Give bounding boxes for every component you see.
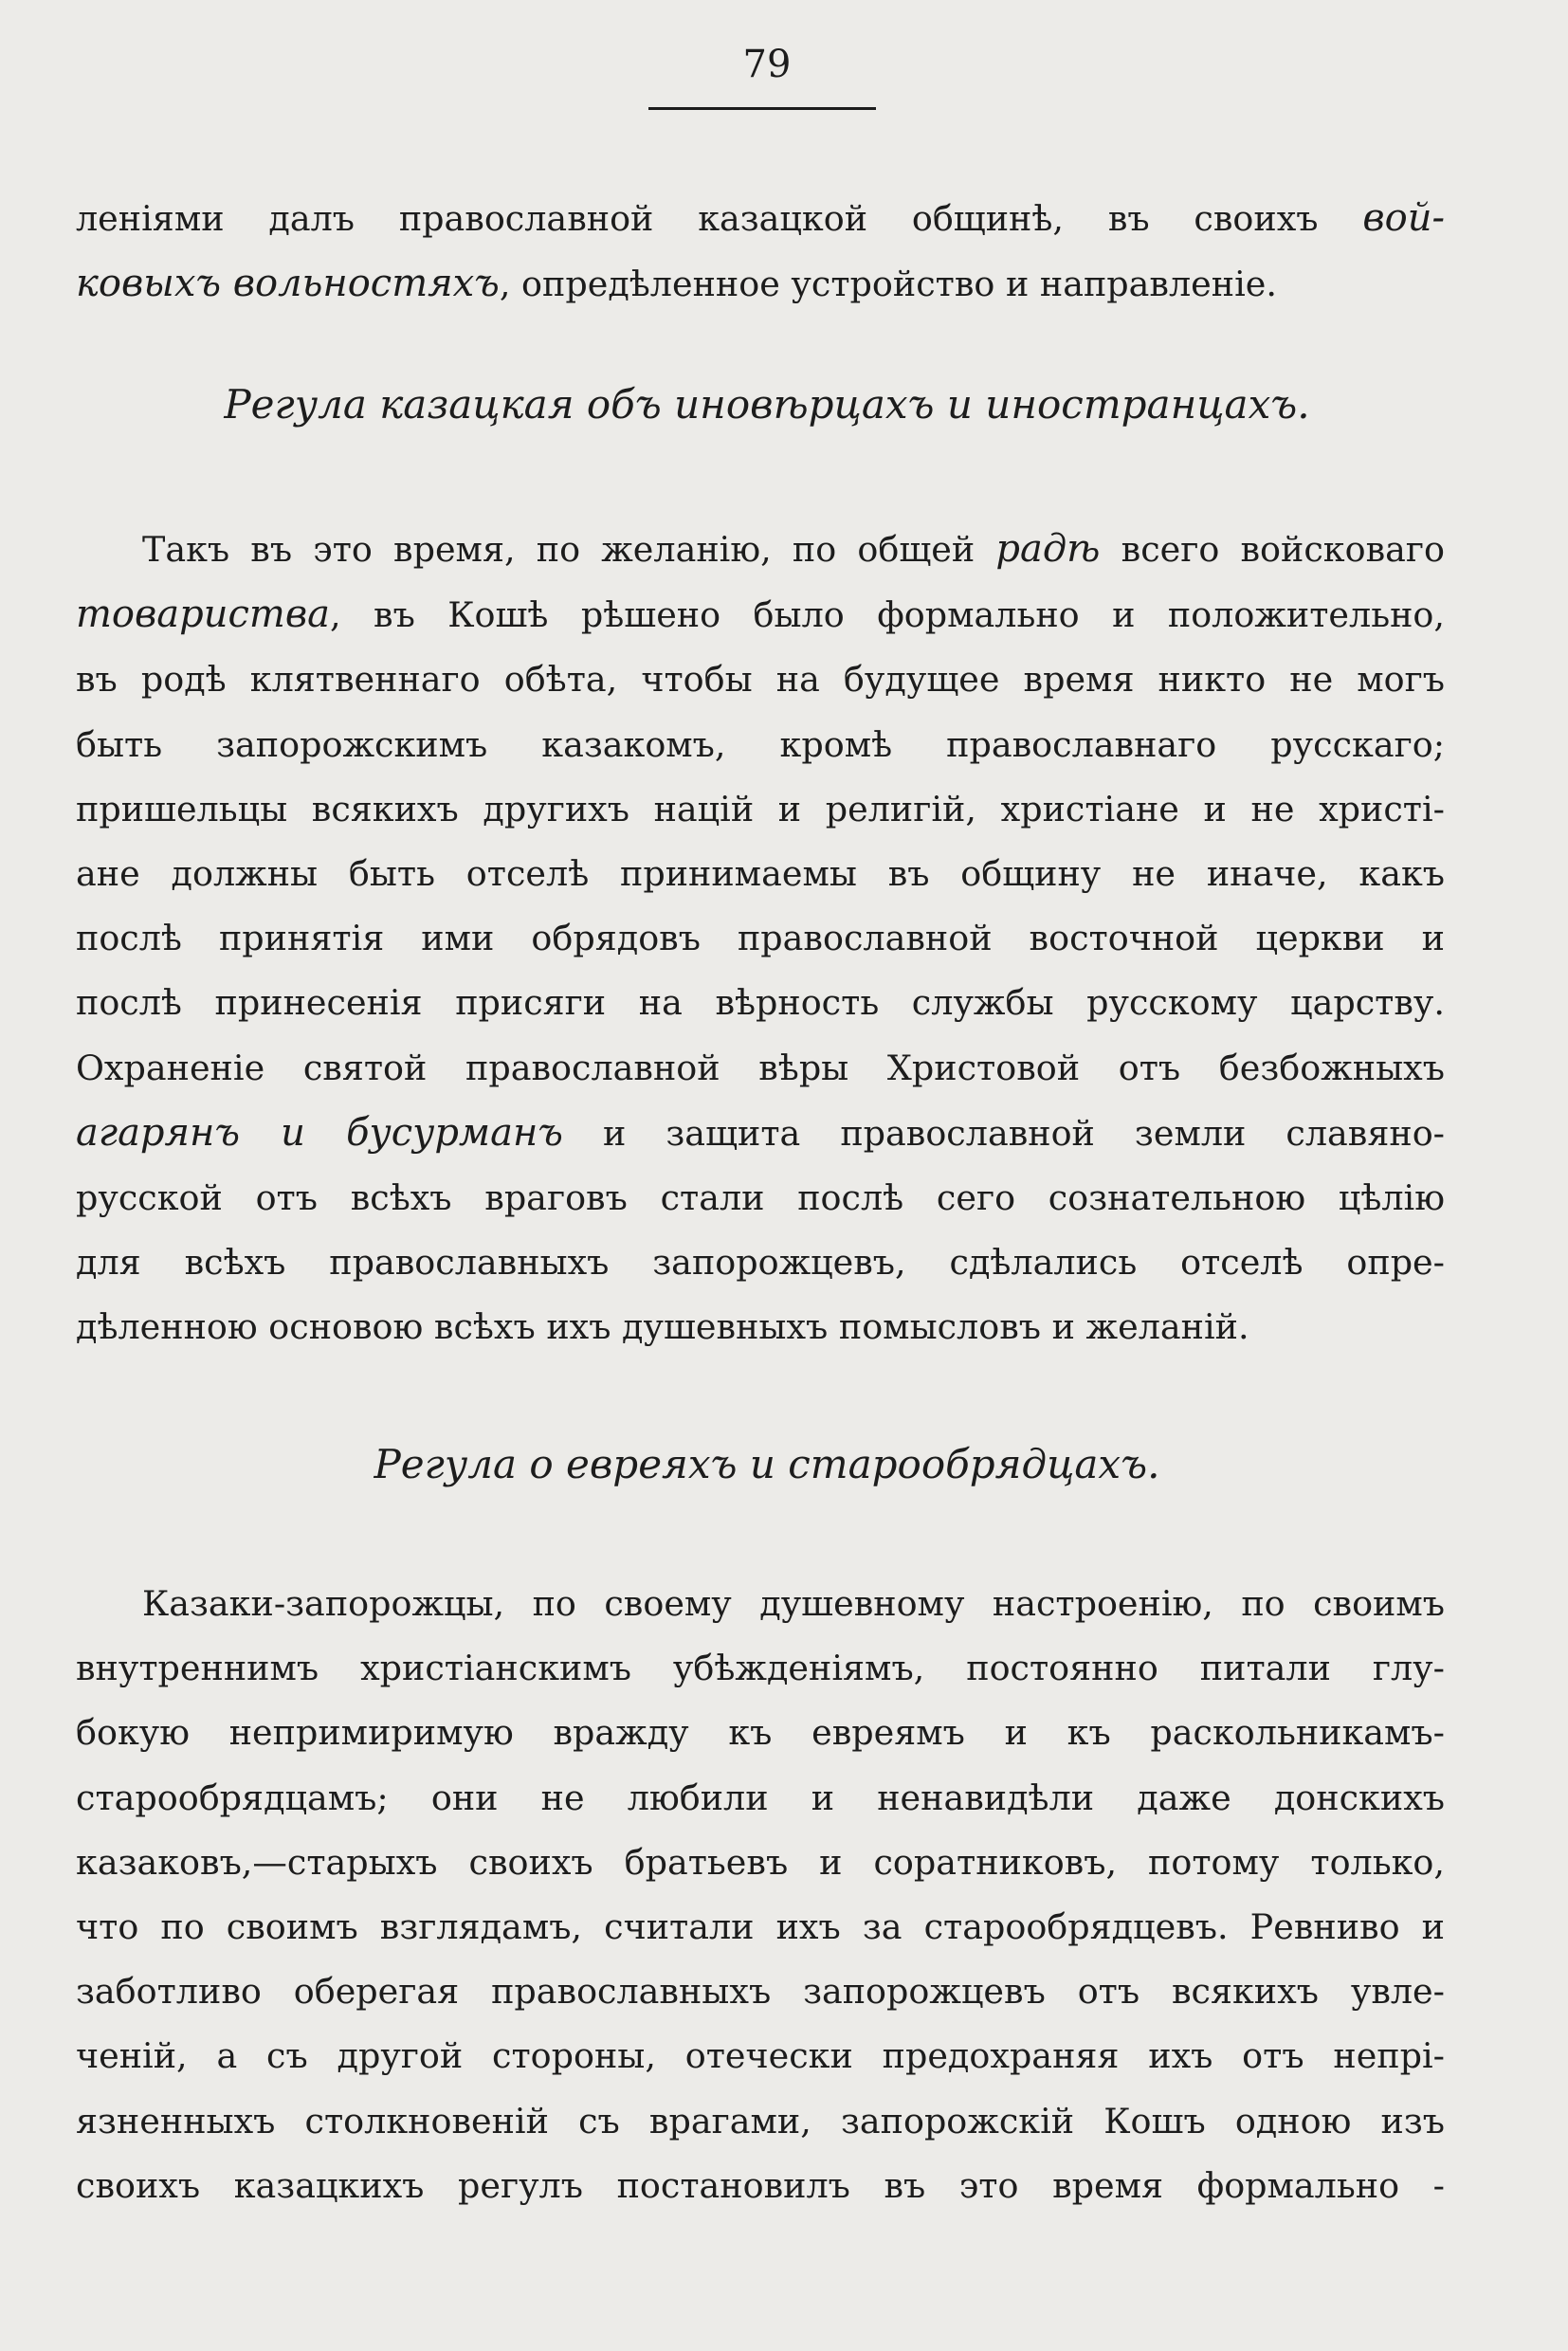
text-line: быть запорожскимъ казакомъ, кромѣ православнаго русскаго; — [76, 723, 1445, 765]
paragraph-3 — [76, 1572, 1445, 2218]
text-line — [76, 1101, 1445, 1166]
section-heading-1: Регула казацкая объ иновѣрцахъ и иностранцахъ. — [224, 381, 1310, 428]
text-line: послѣ принятія ими обрядовъ православной восточной церкви и — [76, 918, 1445, 959]
text-line: своихъ казацкихъ регулъ постановилъ въ это время формально - — [76, 2164, 1445, 2206]
page-number: 79 — [742, 43, 792, 86]
text-line: русской отъ всѣхъ враговъ стали послѣ сего сознательною цѣлію — [76, 1177, 1445, 1219]
emphasis-text: ковыхъ вольностяхъ — [76, 262, 500, 306]
text-run: , опредѣленное устройство и направленіе. — [499, 264, 1277, 305]
text-line: Охраненіе святой православной вѣры Христовой отъ безбожныхъ — [76, 1047, 1445, 1088]
text-line: дѣленною основою всѣхъ ихъ душевныхъ помысловъ и желаній. — [76, 1306, 1249, 1348]
text-line: ченій, а съ другой стороны, отечески предохраняя ихъ отъ непрі- — [76, 2035, 1445, 2077]
text-run: всего войсковаго — [1121, 529, 1445, 570]
text-line: ане должны быть отселѣ принимаемы въ общину не иначе, какъ — [76, 853, 1445, 895]
text-line: казаковъ,—старыхъ своихъ братьевъ и соратниковъ, потому только, — [76, 1841, 1445, 1883]
text-line: язненныхъ столкновеній съ врагами, запорожскій Кошъ одною изъ — [76, 2100, 1445, 2141]
text-line — [76, 186, 1445, 251]
text-line — [76, 251, 1445, 317]
text-line: послѣ принесенія присяги на вѣрность службы русскому царству. — [76, 982, 1445, 1024]
text-line — [76, 517, 1445, 582]
emphasis-text: агарянъ и бусурманъ — [76, 1110, 563, 1155]
text-line: бокую непримиримую вражду къ евреямъ и къ раскольникамъ- — [76, 1712, 1445, 1754]
page-number-rule — [648, 107, 876, 110]
text-line: въ родѣ клятвеннаго обѣта, чтобы на будущее время никто не могъ — [76, 659, 1445, 701]
paragraph-1 — [76, 186, 1445, 317]
section-heading-2: Регула о евреяхъ и старообрядцахъ. — [374, 1441, 1160, 1487]
text-line: пришельцы всякихъ другихъ націй и религій, христіане и не христі- — [76, 788, 1445, 829]
text-line: Казаки-запорожцы, по своему душевному настроенію, по своимъ — [142, 1583, 1445, 1624]
text-line: для всѣхъ православныхъ запорожцевъ, сдѣлались отселѣ опре- — [76, 1242, 1445, 1284]
text-line: внутреннимъ христіанскимъ убѣжденіямъ, постоянно питали глу- — [76, 1648, 1445, 1689]
emphasis-text: вой- — [1362, 196, 1445, 240]
text-line — [76, 582, 1445, 647]
text-run: Такъ въ это время, по желанію, по общей — [142, 529, 975, 570]
emphasis-text: радѣ — [995, 527, 1101, 571]
paragraph-2 — [76, 517, 1445, 1360]
text-line: заботливо оберегая православныхъ запорожцевъ отъ всякихъ увле- — [76, 1971, 1445, 2013]
text-run: леніями далъ православной казацкой общинѣ, въ своихъ — [76, 198, 1319, 239]
text-run: и защита православной земли славяно- — [603, 1112, 1445, 1154]
text-line: что по своимъ взглядамъ, считали ихъ за старообрядцевъ. Ревниво и — [76, 1906, 1445, 1948]
text-line: старообрядцамъ; они не любили и ненавидѣли даже донскихъ — [76, 1777, 1445, 1818]
emphasis-text: товариства — [76, 592, 330, 637]
text-run: , въ Кошѣ рѣшено было формально и положительно, — [329, 594, 1445, 636]
